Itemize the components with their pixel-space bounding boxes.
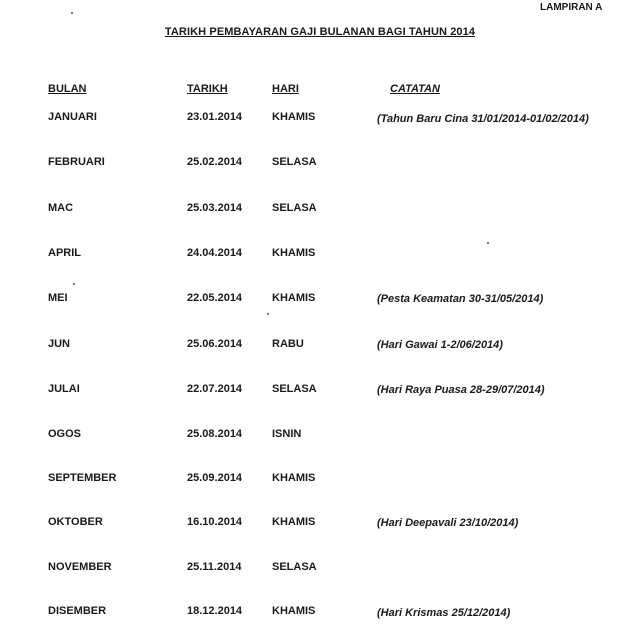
cell-bulan: SEPTEMBER (48, 472, 117, 484)
cell-bulan: OKTOBER (48, 516, 103, 528)
cell-hari: KHAMIS (272, 292, 316, 304)
column-header-bulan: BULAN (48, 83, 87, 95)
cell-bulan: FEBRUARI (48, 156, 105, 168)
cell-bulan: JUN (48, 338, 71, 350)
cell-hari: KHAMIS (272, 605, 316, 617)
cell-tarikh: 25.02.2014 (187, 156, 243, 168)
cell-catatan: (Hari Gawai 1-2/06/2014) (377, 339, 503, 351)
table-row (0, 338, 640, 354)
scan-speck (487, 242, 489, 244)
table-row (0, 605, 640, 621)
cell-bulan: APRIL (48, 247, 81, 259)
cell-hari: KHAMIS (272, 516, 316, 528)
scan-speck (71, 12, 73, 14)
cell-hari: SELASA (272, 202, 317, 214)
cell-hari: ISNIN (272, 428, 302, 440)
table-row (0, 383, 640, 399)
cell-tarikh: 25.09.2014 (187, 472, 243, 484)
scan-speck (73, 283, 75, 285)
cell-hari: KHAMIS (272, 111, 316, 123)
scan-speck (267, 313, 269, 315)
cell-hari: KHAMIS (272, 472, 316, 484)
cell-tarikh: 25.06.2014 (187, 338, 243, 350)
cell-bulan: MEI (48, 292, 68, 304)
cell-bulan: DISEMBER (48, 605, 107, 617)
column-header-hari: HARI (272, 83, 299, 95)
cell-tarikh: 22.05.2014 (187, 292, 243, 304)
cell-tarikh: 18.12.2014 (187, 605, 243, 617)
cell-tarikh: 25.08.2014 (187, 428, 243, 440)
cell-tarikh: 25.03.2014 (187, 202, 243, 214)
table-row (0, 156, 640, 172)
table-row (0, 292, 640, 308)
cell-bulan: JULAI (48, 383, 80, 395)
table-row (0, 472, 640, 488)
cell-tarikh: 25.11.2014 (187, 561, 242, 573)
cell-bulan: MAC (48, 202, 74, 214)
cell-hari: KHAMIS (272, 247, 316, 259)
cell-bulan: NOVEMBER (48, 561, 112, 573)
table-row (0, 561, 640, 577)
cell-tarikh: 24.04.2014 (187, 247, 243, 259)
table-row (0, 516, 640, 532)
cell-bulan: OGOS (48, 428, 82, 440)
column-header-tarikh: TARIKH (187, 83, 228, 95)
cell-hari: SELASA (272, 561, 317, 573)
cell-tarikh: 16.10.2014 (187, 516, 243, 528)
cell-catatan: (Hari Raya Puasa 28-29/07/2014) (377, 384, 545, 396)
table-row (0, 428, 640, 444)
cell-tarikh: 22.07.2014 (187, 383, 243, 395)
cell-catatan: (Hari Krismas 25/12/2014) (377, 607, 511, 619)
cell-hari: SELASA (272, 383, 317, 395)
attachment-label: LAMPIRAN A (540, 2, 603, 13)
cell-hari: RABU (272, 338, 304, 350)
cell-bulan: JANUARI (48, 111, 97, 123)
table-row (0, 111, 640, 127)
page-title: TARIKH PEMBAYARAN GAJI BULANAN BAGI TAHUN 2014 (164, 26, 476, 38)
table-row (0, 202, 640, 218)
cell-catatan: (Hari Deepavali 23/10/2014) (377, 517, 519, 529)
cell-tarikh: 23.01.2014 (187, 111, 243, 123)
cell-catatan: (Tahun Baru Cina 31/01/2014-01/02/2014) (377, 113, 589, 125)
column-header-catatan: CATATAN (390, 83, 440, 95)
cell-catatan: (Pesta Keamatan 30-31/05/2014) (377, 293, 544, 305)
cell-hari: SELASA (272, 156, 317, 168)
table-row (0, 247, 640, 263)
